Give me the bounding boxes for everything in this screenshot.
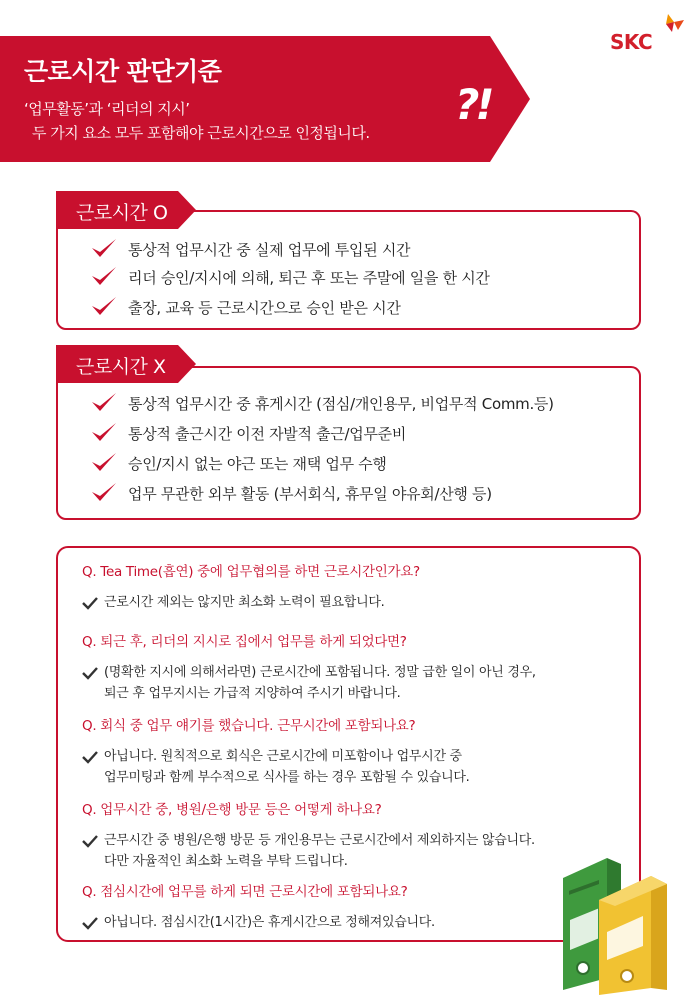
faq-answer-line: 근무시간 중 병원/은행 방문 등 개인용무는 근로시간에서 제외하지는 않습니다. [104,833,535,848]
subtitle-line-1: ‘업무활동’과 ‘리더의 지시’ [24,100,190,118]
item-text: 통상적 출근시간 이전 자발적 출근/업무준비 [128,425,407,443]
binders-illustration [555,850,695,995]
faq-answer-line: 다만 자율적인 최소화 노력을 부탁 드립니다. [104,854,348,869]
check-icon [82,834,98,848]
check-icon [90,236,118,260]
check-icon [90,264,118,288]
faq-question: Q. 점심시간에 업무를 하게 되면 근로시간에 포함되나요? [82,884,408,900]
item-text: 승인/지시 없는 야근 또는 재택 업무 수행 [128,455,387,473]
faq-item [82,630,536,704]
section-work-time-no [56,366,641,520]
check-icon [90,294,118,318]
section-o-title: 근로시간 O [76,202,168,224]
faq-item [82,880,435,933]
check-icon [82,916,98,930]
faq-question: Q. 업무시간 중, 병원/은행 방문 등은 어떻게 하나요? [82,802,382,818]
faq-answer-line: 근로시간 제외는 않지만 최소화 노력이 필요합니다. [104,595,385,610]
check-icon [90,420,118,444]
check-icon [90,390,118,414]
section-x-tab [56,345,196,383]
faq-question: Q. 회식 중 업무 얘기를 했습니다. 근무시간에 포함되나요? [82,718,416,734]
item-text: 출장, 교육 등 근로시간으로 승인 받은 시간 [128,299,401,317]
logo-text: SKC [610,30,653,54]
item-text: 리더 승인/지시에 의해, 퇴근 후 또는 주말에 일을 한 시간 [128,269,490,287]
skc-logo [610,12,690,52]
faq-answer-line: 퇴근 후 업무지시는 가급적 지양하여 주시기 바랍니다. [104,686,401,701]
logo-flame-icon [658,12,688,42]
faq-answer-line: 아닙니다. 원칙적으로 회식은 근로시간에 미포함이나 업무시간 중 [104,749,462,764]
faq-item [82,798,535,872]
page-title: 근로시간 판단기준 [24,57,222,86]
faq-item [82,560,420,613]
question-exclaim-mark: ?! [455,80,491,129]
check-icon [82,750,98,764]
subtitle-line-2: 두 가지 요소 모두 포함해야 근로시간으로 인정됩니다. [32,124,370,142]
faq-answer-line: 아닙니다. 점심시간(1시간)은 휴게시간으로 정해져있습니다. [104,915,435,930]
faq-question: Q. 퇴근 후, 리더의 지시로 집에서 업무를 하게 되었다면? [82,634,407,650]
section-x-title: 근로시간 X [76,356,166,378]
item-text: 업무 무관한 외부 활동 (부서회식, 휴무일 야유회/산행 등) [128,485,492,503]
faq-answer [82,592,420,613]
header-banner [0,36,530,162]
item-text: 통상적 업무시간 중 실제 업무에 투입된 시간 [128,241,411,259]
faq-answer [82,746,469,788]
faq-box [56,546,641,942]
check-icon [82,596,98,610]
faq-answer [82,662,536,704]
faq-item [82,714,469,788]
faq-answer-line: 업무미팅과 함께 부수적으로 식사를 하는 경우 포함될 수 있습니다. [104,770,470,785]
item-text: 통상적 업무시간 중 휴게시간 (점심/개인용무, 비업무적 Comm.등) [128,395,554,413]
check-icon [90,480,118,504]
faq-answer-line: (명확한 지시에 의해서라면) 근로시간에 포함됩니다. 정말 급한 일이 아닌 경우, [104,665,536,680]
check-icon [90,450,118,474]
section-o-tab [56,191,196,229]
check-icon [82,666,98,680]
faq-question: Q. Tea Time(흡연) 중에 업무협의를 하면 근로시간인가요? [82,564,420,580]
faq-answer [82,830,535,872]
faq-answer [82,912,435,933]
